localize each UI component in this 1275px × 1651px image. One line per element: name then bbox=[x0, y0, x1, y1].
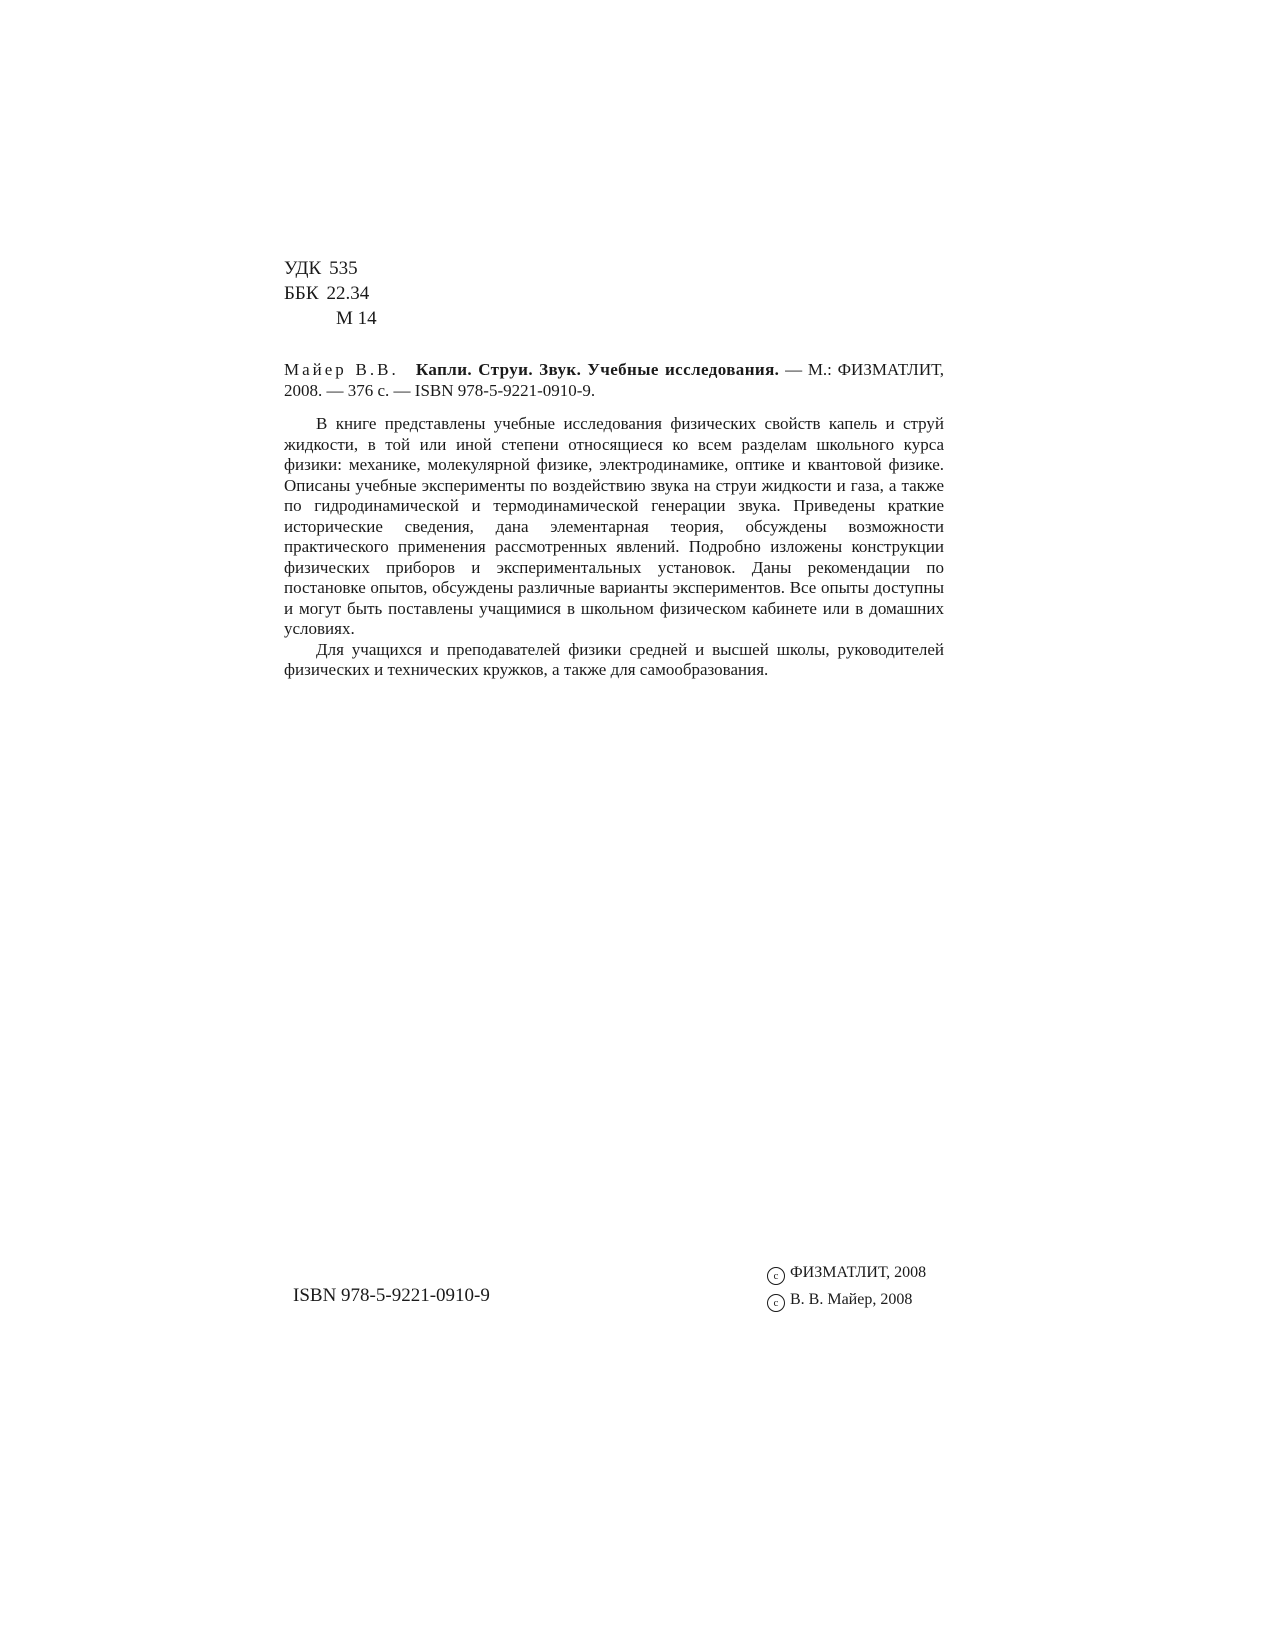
udk-row bbox=[284, 256, 377, 281]
copyright-icon: c bbox=[767, 1294, 785, 1312]
annotation bbox=[284, 414, 944, 681]
copyright-publisher-row bbox=[767, 1259, 926, 1286]
isbn-footer: ISBN 978-5-9221-0910-9 bbox=[293, 1285, 490, 1306]
bibliographic-record bbox=[284, 360, 944, 401]
copyright-icon: c bbox=[767, 1267, 785, 1285]
copyright-publisher: ФИЗМАТЛИТ, 2008 bbox=[790, 1264, 927, 1281]
copyright-block bbox=[767, 1259, 926, 1313]
annotation-paragraph-1: В книге представлены учебные исследования физических свойств капель и струй жидкости, в той или иной степени относящиеся ко всем разделам школьного курса физики: механике, молекулярной физике, электродинамике, оптике и квантовой физике. Описаны учебные эксперименты по воздействию звука на струи жидкости и газа, а также по гидродинамической и термодинамической генерации звука. Приведены краткие исторические сведения, дана элементарная теория, обсуждены возможности практического применения рассмотренных явлений. Подробно изложены конструкции физических приборов и экспериментальных установок. Даны рекомендации по постановке опытов, обсуждены различные варианты экспериментов. Все опыты доступны и могут быть поставлены учащимися в школьном физическом кабинете или в домашних условиях. bbox=[284, 414, 944, 638]
udk-value: 535 bbox=[329, 258, 358, 279]
bibliography-title: Капли. Струи. Звук. Учебные исследования. bbox=[415, 360, 780, 379]
annotation-paragraph-2: Для учащихся и преподавателей физики средней и высшей школы, руководителей физических и технических кружков, а также для самообразования. bbox=[284, 639, 944, 679]
bbk-row bbox=[284, 281, 377, 306]
udk-label: УДК bbox=[284, 258, 322, 279]
author-mark: М 14 bbox=[336, 308, 377, 329]
bibliography-dash: — bbox=[785, 360, 803, 379]
bibliography-author: Майер В.В. bbox=[284, 360, 399, 379]
bbk-value: 22.34 bbox=[326, 283, 370, 304]
copyright-author: В. В. Майер, 2008 bbox=[790, 1291, 913, 1308]
bbk-label: ББК bbox=[284, 283, 319, 304]
classification-block bbox=[284, 256, 377, 331]
bibliography-imprint: М.: ФИЗМАТЛИТ, 2008. — 376 с. — ISBN 978-5-9221-0910-9. bbox=[284, 360, 945, 400]
copyright-author-row bbox=[767, 1286, 926, 1313]
